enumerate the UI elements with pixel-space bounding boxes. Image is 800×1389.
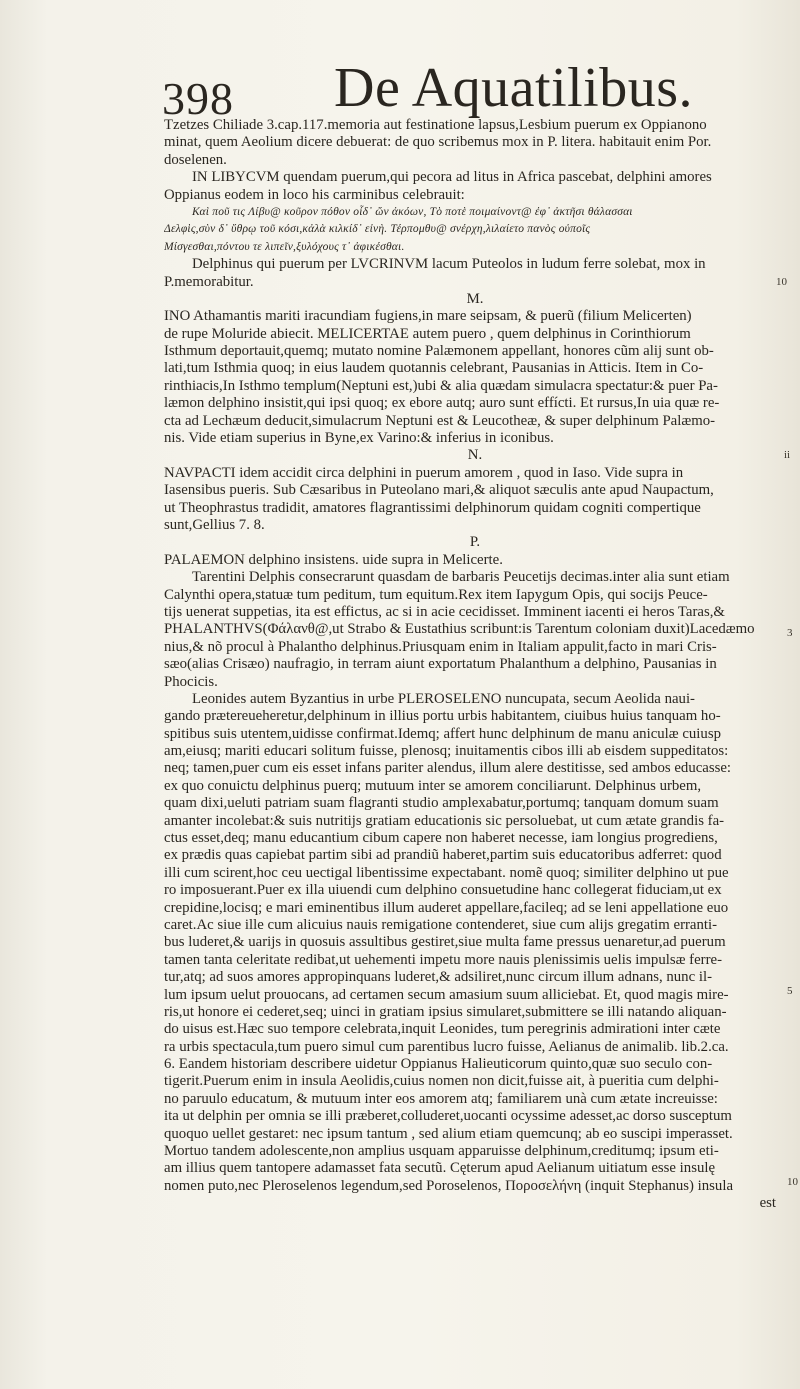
text-line: quoquo uellet gestaret: nec ipsum tantum , sed alium etiam quemcunq; ab eo suscipi imperasset.	[164, 1125, 733, 1142]
text-line: illi cum scirent,hoc ceu uectigal libentissime expectabant. nomẽ quoq; similiter delphino ut pue	[164, 864, 729, 881]
margin-note: 10	[776, 276, 787, 288]
text-line: ex quo conuictu delphinus puerq; mutuum inter se amorem conciliarunt. Delphinus urbem,	[164, 777, 702, 794]
text-line: ctus esset,deq; manu educantium cibum capere non haberet necesse, iam longius progrediens,	[164, 830, 718, 847]
text-line: nius,& nõ procul à Phalantho delphinus.Priusquam enim in Italiam appulit,facto in mari Cris-	[164, 638, 717, 655]
greek-verse-line: Μίσγεσθαι,πόντου τε λιπεῖν,ξυλόχους τ᾽ ἀφικέσθαι.	[164, 240, 405, 253]
text-line: Tarentini Delphis consecrarunt quasdam de barbaris Peucetijs decimas.inter alia sunt etiam	[192, 569, 730, 586]
text-line: am illius quem tantopere adamasset fata secutũ. Cęterum apud Aelianum uitiatum esse insulę	[164, 1160, 716, 1177]
text-line: NAVPACTI idem accidit circa delphini in puerum amorem , quod in Iaso. Vide supra in	[164, 464, 684, 481]
section-letter: M.	[466, 290, 484, 307]
page-header	[158, 57, 788, 124]
text-line: læmon delphino insistit,qui ipsi quoq; ex ebore autq; auro sunt effícti. Et rursus,In uia quæ re-	[164, 395, 720, 412]
text-line: ex prædis quas capiebat partim sibi ad prandiũ haberet,partim suis educatoribus adferret: quod	[164, 847, 722, 864]
text-line: minat, quem Aeolium dicere debuerat: de quo scribemus mox in P. litera. habitauit enim Por.	[164, 134, 712, 151]
text-line: doselenen.	[164, 151, 227, 168]
text-line: ra urbis spectacula,tum puero simul cum parentibus lucro fuisse, Aelianus de animalib. lib.2.ca.	[164, 1038, 729, 1055]
section-letter: N.	[467, 447, 483, 464]
text-line: ita ut delphin per omnia se illi præberet,colluderet,uocanti ocyssime adesset,ac dorso susceptum	[164, 1108, 732, 1125]
text-line: Phocicis.	[164, 673, 218, 690]
text-line: quam dixi,ueluti patriam suam flagranti studio amplexabatur,portumq; tanquam domum suam	[164, 795, 719, 812]
text-line: IN LIBYCVM quendam puerum,qui pecora ad litus in Africa pascebat, delphini amores	[192, 169, 712, 186]
text-line: nomen puto,nec Pleroselenos legendum,sed Poroselenos, Ποροσελήνη (inquit Stephanus) insula	[164, 1177, 734, 1194]
greek-verse-line: Δελφὶς,σὺν δ᾽ ὕθρῳ τοῦ κόσι,κἀλὰ κιλκίδ᾽ εἰνὴ. Τέρπομθυ@ σνέρχη,λιλαίετο πανὸς οὐποῖς	[164, 223, 591, 236]
text-line: lati,tum Isthmia quoq; in eius laudem quotannis celebrant, Pausanias in Atticis. Item in Co-	[164, 360, 704, 377]
text-line: caret.Ac siue ille cum alicuius nauis remigatione contenderet, siue cum alijs gregatim erranti-	[164, 916, 718, 933]
margin-note: 10	[787, 1176, 798, 1188]
text-line: tamen tanta celeritate redibat,ut uehementi impetu more nauis plenissimis uelis impulsæ ferre-	[164, 951, 723, 968]
text-line: Mortuo tandem adolescente,non amplius usquam apparuisse delphinum,creditumq; ipsum eti-	[164, 1143, 719, 1160]
text-line: Oppianus eodem in loco his carminibus celebrauit:	[164, 186, 465, 203]
margin-note: 5	[787, 985, 793, 997]
text-line: do uisus est.Hæc suo tempore celebrata,inquit Leonides, tum peregrinis admirationi inter cæte	[164, 1021, 721, 1038]
catchword: est	[759, 1195, 776, 1212]
text-line: Isthmum deportauit,quemq; mutato nomine Palæmonem appellant, honores cũm alij sunt ob-	[164, 343, 714, 360]
text-line: sunt,Gellius 7. 8.	[164, 516, 265, 533]
text-line: amanter incolebat:& suis nutritijs gratiam educationis sic persoluebat, ut cum ætate grandis fa-	[164, 812, 725, 829]
section-letter: P.	[469, 534, 481, 551]
greek-verse-line: Καὶ ποῦ τις Λίβυ@ κοῦρον πόθον οἶδ᾽ ὥν ἀκόων, Τὸ ποτὲ ποιμαίνοντ@ ἐφ᾽ ἀκτῆσι θάλασσαι	[192, 205, 633, 218]
text-line: P.memorabitur.	[164, 273, 254, 290]
text-line: INO Athamantis mariti iracundiam fugiens,in mare seipsam, & puerũ (filium Melicerten)	[164, 308, 692, 325]
text-line: tur,atq; ad suos amores appropinquans luderet,& adsiliret,nunc circum illum adnans, nunc il-	[164, 969, 712, 986]
text-line: PALAEMON delphino insistens. uide supra in Melicerte.	[164, 551, 503, 568]
text-line: rinthiacis,In Isthmo templum(Neptuni est,)ubi & alia quædam simulacra spectatur:& puer Pa-	[164, 377, 718, 394]
text-line: ris,ut honore ei cederet,seq; uinci in gratiam ipsius simularet,submittere se illi natando aliquan-	[164, 1003, 727, 1020]
text-line: crepidine,locisq; e mari eminentibus illum auderet appellare,facileq; ad se leni appellatione euo	[164, 899, 729, 916]
text-line: am,eiusq; mariti educari solitum fuisse, plenosq; inuitamentis cibos illi ab eisdem suppeditatos:	[164, 743, 729, 760]
body-text	[164, 117, 786, 1213]
text-line: nis. Vide etiam superius in Byne,ex Varino:& inferius in iconibus.	[164, 430, 554, 447]
margin-note: 3	[787, 627, 793, 639]
text-line: Leonides autem Byzantius in urbe PLEROSELENO nuncupata, secum Aeolida naui-	[192, 690, 695, 707]
text-line: spitibus suis utentem,uidisse confirmat.Idemq; affert hunc delphinum de manu aniculæ cuiusp	[164, 725, 721, 742]
running-title: De Aquatilibus.	[334, 57, 694, 119]
text-line: tijs uenerat suppetias, ita est effictus, ac si in acie cecidisset. Imminent iacenti ei heros Taras,&	[164, 603, 725, 620]
text-line: Delphinus qui puerum per LVCRINVM lacum Puteolos in ludum ferre solebat, mox in	[192, 256, 706, 273]
text-line: lum ipsum uelut prouocans, ad certamen secum amasium suum alliciebat. Et, quod magis mire-	[164, 986, 729, 1003]
text-line: PHALANTHVS(Φάλανθ@,ut Strabo & Eustathius scribunt:is Tarentum coloniam duxit)Lacedæmo	[164, 621, 755, 638]
text-line: cta ad Lechæum deducit,simulacrum Neptuni est & Leucotheæ, & super delphinum Palæmo-	[164, 412, 716, 429]
text-line: 6. Eandem historiam describere uidetur Oppianus Halieuticorum quinto,quæ suo seculo con-	[164, 1056, 713, 1073]
text-line: Calynthi opera,statuæ tum peditum, tum equitum.Rex item Iapygum Opis, qui socijs Peuce-	[164, 586, 708, 603]
text-line: ro imposuerant.Puer ex illa uiuendi cum delphino consuetudine hanc collegerat fiduciam,ut ex	[164, 882, 722, 899]
text-line: gando prætereueheretur,delphinum in illius portu urbis habitantem, ciuibus huius tanquam ho-	[164, 708, 721, 725]
text-line: neq; tamen,puer cum eis esset infans pariter alendus, illum alere destitisse, sed ambos educasse:	[164, 760, 732, 777]
text-line: bus luderet,& uarijs in quosuis assultibus gestiret,siue multa fame pressus uenaretur,ad puerum	[164, 934, 726, 951]
text-line: sæo(alias Crisæo) naufragio, in terram aiunt exportatum Phalanthum a delphino, Pausanias in	[164, 656, 717, 673]
page-number: 398	[162, 73, 234, 124]
text-line: Tzetzes Chiliade 3.cap.117.memoria aut festinatione lapsus,Lesbium puerum ex Oppianono	[164, 117, 707, 133]
text-line: ut Theophrastus tradidit, amatores flagrantissimi delphinorum quidam cogniti compertique	[164, 499, 701, 516]
text-line: de rupe Moluride abiecit. MELICERTAE autem puero , quem delphinus in Corinthiorum	[164, 325, 691, 342]
text-line: tigerit.Puerum enim in insula Aeolidis,cuius nomen non dicit,fuisse ait, à pueritia cum delphi-	[164, 1073, 719, 1090]
text-line: Iasensibus pueris. Sub Cæsaribus in Puteolano mari,& aliquot sæculis ante apud Naupactum,	[164, 482, 714, 499]
text-line: no paruulo educatum, & mutuum inter eos amorem atq; familiarem unà cum ætate increuisse:	[164, 1090, 718, 1107]
margin-note: ii	[784, 449, 791, 461]
